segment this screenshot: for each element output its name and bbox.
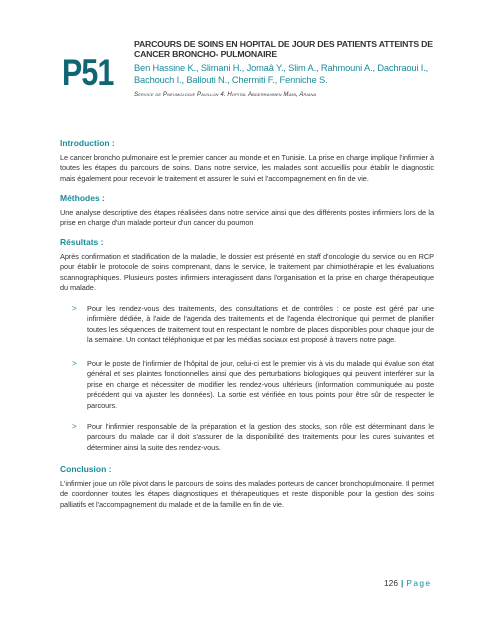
conclusion-heading: Conclusion : [60,464,112,474]
bullet-arrow-icon: > [72,304,77,313]
conclusion-text: L'infirmier joue un rôle pivot dans le parcours de soins des malades porteurs de cancer bronchopulmonaire. Il permet de coordonner toutes les étapes diagnostiques et thérapeutiques et reste disponible pour la gestion des soins palliatifs et l'accompagnement du malade et de la famille en fin de vie. [60,479,435,509]
bullet-arrow-icon: > [72,359,77,368]
author-list: Ben Hassine K., Slimani H., Jomaâ Y., Slim A., Rahmouni A., Dachraoui I., Bachouch I., Ballouti N., Chermiti F., Fenniche S. [134,63,429,85]
bullet-text: Pour les rendez-vous des traitements, des consultations et de contrôles : ce poste est géré par une infirmière dédiée, à l'aide de l'agenda des traitements et de l'agenda électronique qui permet de planifier toutes les séquences de traitement tout en respectant le nombre de places disponibles pour chaque jour de la semaine. Un contact téléphonique et par les médias sociaux est proposé à travers notre page. [87,304,434,345]
conclusion-section [60,464,434,474]
page-label: Page [406,578,432,588]
methods-body [60,208,434,229]
intro-heading: Introduction : [60,138,115,148]
results-section [60,237,434,247]
affiliation: Service de Pneumologie Pavillon 4. Hopital Abderrahmen Mami, Ariana [134,91,317,98]
page-footer [384,578,432,588]
bullet-text: Pour le poste de l'infirmier de l'hôpital de jour, celui-ci est le premier vis à vis du malade qui évalue son état général et ses plaintes fonctionnelles ainsi que des perturbations biologiques qui peuvent interférer sur la prise en charge et nécessiter de modifier les rendez-vous ultérieurs (information communiquée au poste précédent qui va ajuster les données). La sortie est vérifiée en tous points pour être sûr de respecter le parcours. [87,359,434,410]
abstract-header [134,39,454,98]
page-number: 126 [384,578,398,588]
intro-text: Le cancer broncho pulmonaire est le premier cancer au monde et en Tunisie. La prise en charge implique l'infirmier à toutes les étapes du parcours de soins. Dans notre service, les malades sont accueillis pour établir le diagnostic mais également pour recevoir le traitement et assurer le suivi et l'accompagnement en fin de vie. [60,153,435,183]
list-item [60,422,434,453]
results-body [60,252,434,294]
results-text: Après confirmation et stadification de la maladie, le dossier est présenté en staff d'oncologie du service ou en RCP pour établir le protocole de soins comprenant, dans le service, le traitement par chimiothérapie et les évaluations scannographiques. Plusieurs postes infirmiers interagissent dans l'organisation et la prise en charge thérapeutique du malade. [60,252,434,293]
footer-separator: | [400,578,404,588]
list-item [60,359,434,411]
intro-section [60,138,434,148]
bullet-arrow-icon: > [72,422,77,431]
bullet-text: Pour l'infirmier responsable de la préparation et la gestion des stocks, son rôle est déterminant dans le parcours du malade car il doit s'assurer de la disponibilité des traitements pour les cures suivantes et déterminer ainsi la suite des rendez-vous. [87,422,434,452]
abstract-title: PARCOURS DE SOINS EN HOPITAL DE JOUR DES PATIENTS ATTEINTS DE CANCER BRONCHO- PULMONAIRE [134,39,433,59]
methods-heading: Méthodes : [60,193,105,203]
abstract-id-badge: P51 [62,52,114,93]
list-item [60,304,434,346]
results-heading: Résultats : [60,237,104,247]
intro-body [60,153,434,184]
methods-text: Une analyse descriptive des étapes réalisées dans notre service ainsi que des différents postes infirmiers lors de la prise en charge d'un malade porteur d'un cancer du poumon [60,208,434,228]
methods-section [60,193,434,203]
conclusion-body [60,479,434,510]
